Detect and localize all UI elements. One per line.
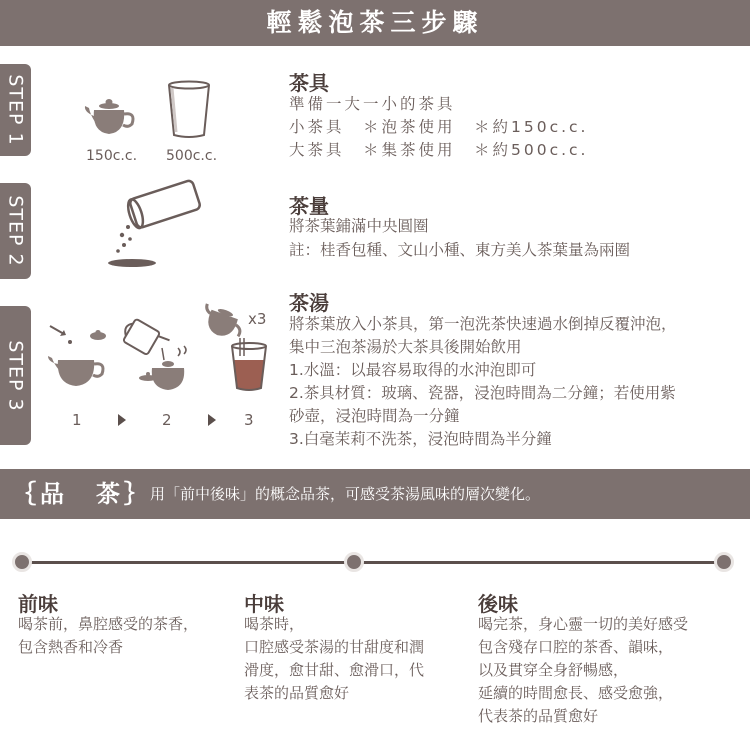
tea-leaf-pouring-icon: [104, 183, 204, 273]
step-3-num-1: 1: [72, 411, 82, 429]
after-taste-line-1: 喝完茶，身心靈一切的美好感受: [478, 615, 689, 633]
step-3-num-2: 2: [162, 411, 172, 429]
step-3-line-6: 3.白毫茉莉不洗茶，浸泡時間為半分鐘: [289, 430, 552, 448]
large-cup-caption: 500c.c.: [166, 148, 218, 164]
step-2-line-2: 註：桂香包種、文山小種、東方美人茶葉量為兩圈: [289, 241, 631, 259]
step-1-line-1: 準備一大一小的茶具: [289, 95, 456, 113]
teapot-lid-icon: [46, 320, 112, 390]
step-3-line-3: 1.水溫：以最容易取得的水沖泡即可: [289, 361, 537, 379]
step-3-line-5: 砂壺，浸泡時間為一分鐘: [289, 407, 460, 425]
step-2-line-1: 將茶葉鋪滿中央圓圈: [289, 217, 429, 235]
step-1-line-3: 大茶具 ＊集茶使用 ＊約500c.c.: [289, 141, 589, 159]
small-teapot-icon: [82, 94, 138, 138]
after-taste-title: 後味: [478, 592, 518, 616]
step-3-line-4: 2.茶具材質：玻璃、瓷器，浸泡時間為二分鐘；若使用紫: [289, 384, 676, 402]
step-1-line-2: 小茶具 ＊泡茶使用 ＊約150c.c.: [289, 118, 589, 136]
step-3-title: 茶湯: [289, 291, 329, 315]
step-3-label: STEP 3: [4, 339, 27, 412]
timeline-dot-front: [12, 552, 32, 572]
step-2-title: 茶量: [289, 194, 329, 218]
step-3-num-3: 3: [244, 411, 254, 429]
arrow-right-icon: [118, 414, 126, 426]
arrow-right-icon: [208, 414, 216, 426]
middle-taste-line-2: 口腔感受茶湯的甘甜度和潤: [244, 638, 425, 656]
small-cup-caption: 150c.c.: [86, 148, 138, 164]
tasting-banner: [0, 469, 750, 519]
front-taste-title: 前味: [18, 592, 58, 616]
repeat-count: x3: [248, 310, 267, 328]
timeline-dot-middle: [344, 552, 364, 572]
teapot-pouring-icon: [202, 306, 242, 340]
front-taste-line-2: 包含熱香和冷香: [18, 638, 124, 656]
tea-glass-icon: [229, 338, 269, 392]
tasting-subtitle: 用「前中後味」的概念品茶，可感受茶湯風味的層次變化。: [150, 485, 541, 503]
step-1-title: 茶具: [289, 71, 329, 95]
step-2-tab: [0, 183, 31, 279]
tasting-tag: ｛品 茶｝: [12, 479, 152, 508]
step-1-tab: [0, 64, 31, 156]
middle-taste-title: 中味: [244, 592, 284, 616]
header-bar: [0, 0, 750, 46]
after-taste-line-4: 延續的時間愈長、感受愈強，: [478, 684, 674, 702]
front-taste-line-1: 喝茶前，鼻腔感受的茶香，: [18, 615, 199, 633]
timeline-line: [20, 561, 726, 564]
after-taste-line-3: 以及貫穿全身舒暢感，: [478, 661, 629, 679]
step-1-label: STEP 1: [4, 74, 27, 146]
step-3-line-2: 集中三泡茶湯於大茶具後開始飲用: [289, 338, 522, 356]
page-title: 輕鬆泡茶三步驟: [266, 8, 484, 37]
middle-taste-line-1: 喝茶時，: [244, 615, 305, 633]
kettle-pouring-icon: [122, 314, 202, 394]
step-2-label: STEP 2: [4, 195, 27, 267]
glass-cup-icon: [166, 80, 212, 140]
timeline-dot-after: [714, 552, 734, 572]
after-taste-line-5: 代表茶的品質愈好: [478, 707, 599, 725]
after-taste-line-2: 包含殘存口腔的茶香、韻味，: [478, 638, 674, 656]
step-3-line-1: 將茶葉放入小茶具，第一泡洗茶快速過水倒掉反覆沖泡，: [289, 315, 677, 333]
middle-taste-line-3: 滑度，愈甘甜、愈滑口，代: [244, 661, 425, 679]
step-3-tab: [0, 306, 31, 445]
middle-taste-line-4: 表茶的品質愈好: [244, 684, 350, 702]
